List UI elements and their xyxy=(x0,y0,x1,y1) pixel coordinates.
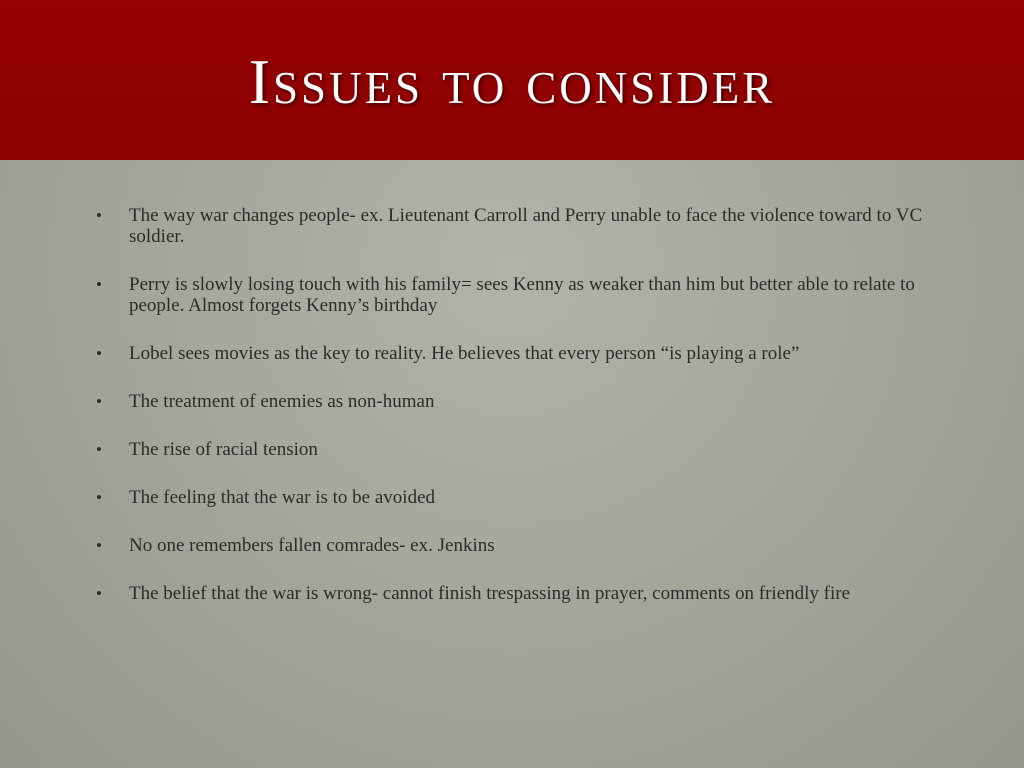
bullet-item: • The feeling that the war is to be avoided xyxy=(96,487,926,508)
bullet-item: • The way war changes people- ex. Lieutenant Carroll and Perry unable to face the violence toward to VC soldier. xyxy=(96,205,926,247)
bullet-item: • The treatment of enemies as non-human xyxy=(96,391,926,412)
bullet-item: • The belief that the war is wrong- cannot finish trespassing in prayer, comments on friendly fire xyxy=(96,583,926,604)
bullet-item: • Lobel sees movies as the key to reality. He believes that every person “is playing a role” xyxy=(96,343,926,364)
title-bar xyxy=(0,0,1024,160)
bullet-item: • The rise of racial tension xyxy=(96,439,926,460)
bullet-item: • No one remembers fallen comrades- ex. Jenkins xyxy=(96,535,926,556)
bullet-item: • Perry is slowly losing touch with his family= sees Kenny as weaker than him but better able to relate to people. Almost forgets Kenny’s birthday xyxy=(96,274,926,316)
bullet-list xyxy=(96,205,926,631)
slide-title: Issues to consider xyxy=(248,46,776,117)
